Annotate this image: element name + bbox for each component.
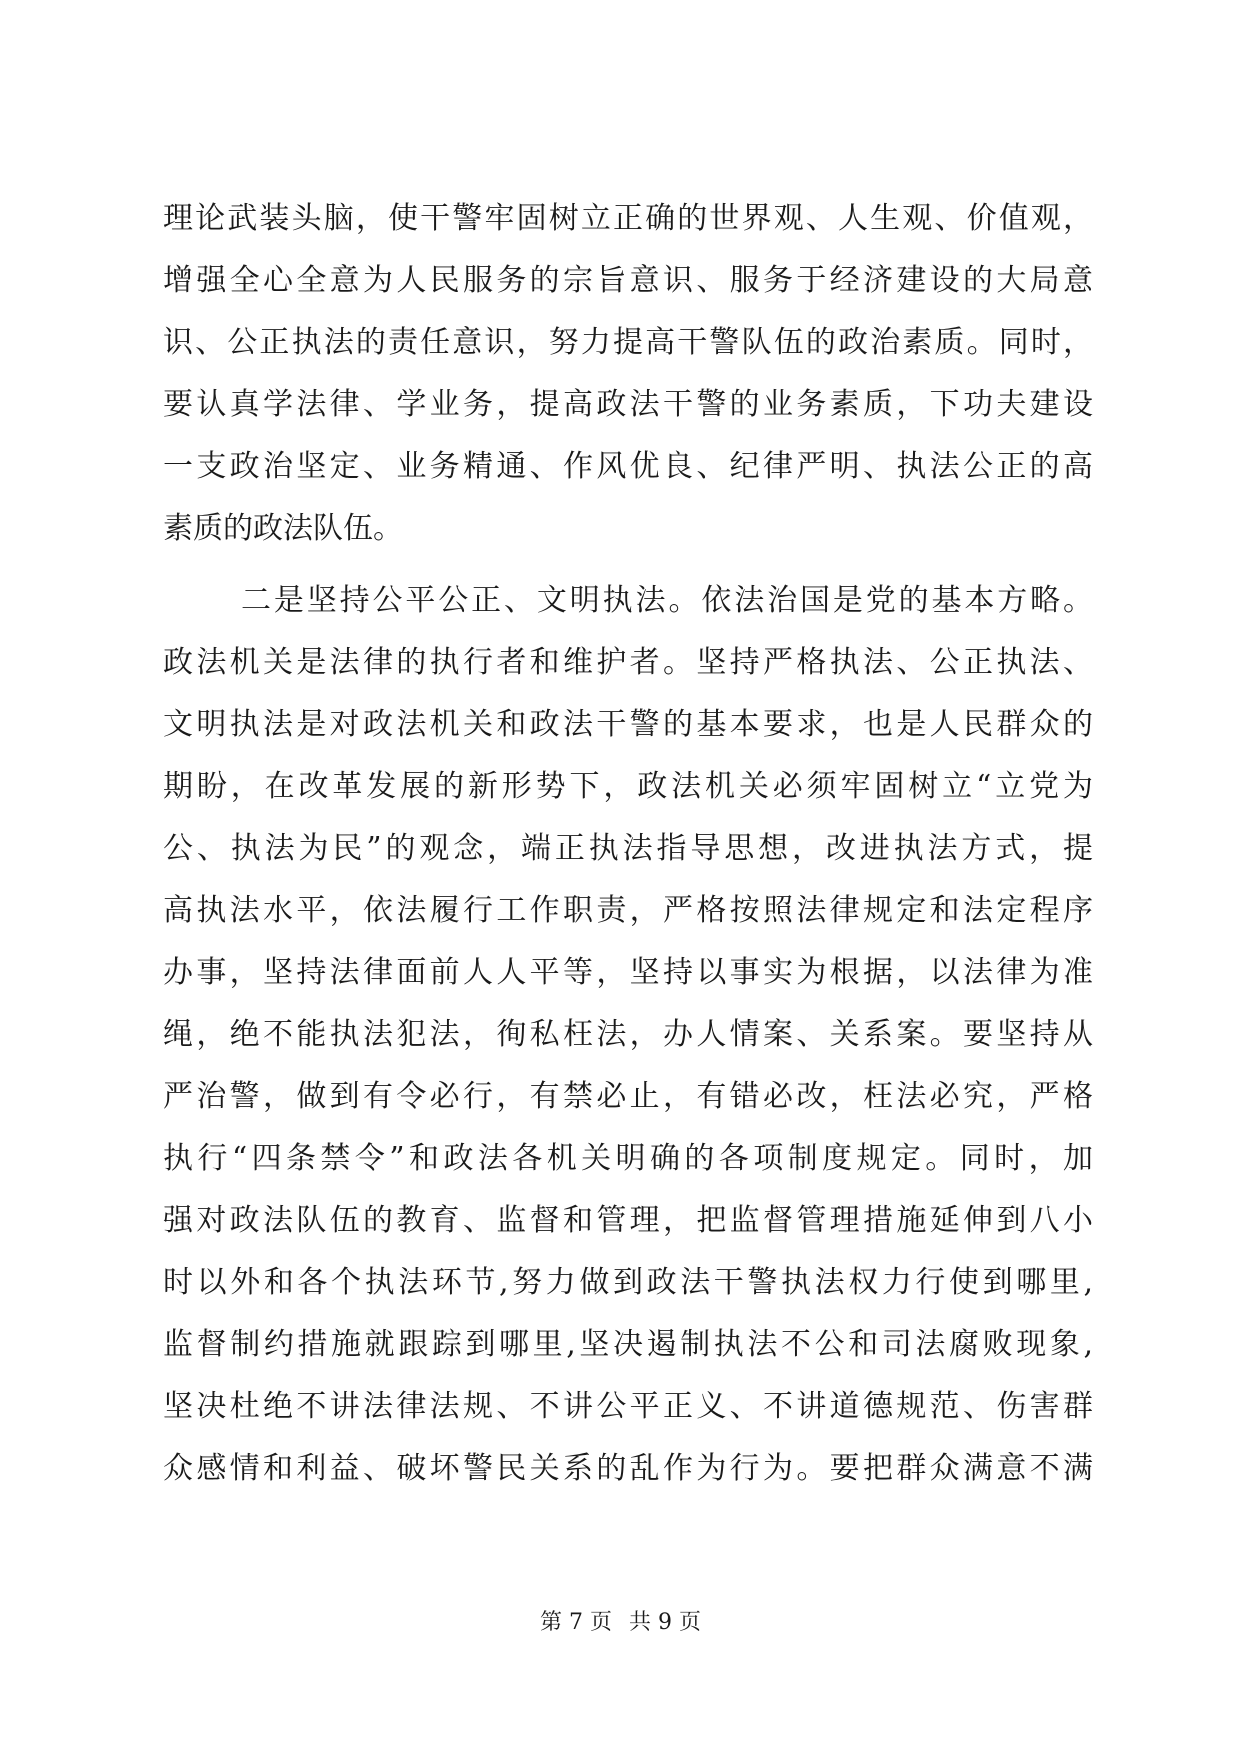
text-line: 识、公正执法的责任意识，努力提高干警队伍的政治素质。同时， — [163, 325, 1093, 360]
document-body — [163, 188, 1093, 1500]
text-line: 绳，绝不能执法犯法，徇私枉法，办人情案、关系案。要坚持从 — [163, 1017, 1093, 1052]
text-line: 坚决杜绝不讲法律法规、不讲公平正义、不讲道德规范、伤害群 — [163, 1389, 1093, 1424]
text-line: 增强全心全意为人民服务的宗旨意识、服务于经济建设的大局意 — [163, 263, 1093, 298]
text-line: 文明执法是对政法机关和政法干警的基本要求，也是人民群众的 — [163, 707, 1093, 742]
paragraph-1 — [163, 188, 1093, 560]
paragraph-2 — [163, 570, 1093, 1500]
text-line: 理论武装头脑，使干警牢固树立正确的世界观、人生观、价值观， — [163, 201, 1093, 236]
paragraph-spacer — [163, 560, 1093, 570]
text-line: 执行“四条禁令”和政法各机关明确的各项制度规定。同时，加 — [163, 1141, 1093, 1176]
text-line: 政法机关是法律的执行者和维护者。坚持严格执法、公正执法、 — [163, 645, 1093, 680]
text-line: 监督制约措施就跟踪到哪里,坚决遏制执法不公和司法腐败现象, — [163, 1327, 1093, 1362]
text-line: 高执法水平，依法履行工作职责，严格按照法律规定和法定程序 — [163, 893, 1093, 928]
text-line: 办事，坚持法律面前人人平等，坚持以事实为根据，以法律为准 — [163, 955, 1093, 990]
text-line: 期盼，在改革发展的新形势下，政法机关必须牢固树立“立党为 — [163, 769, 1093, 804]
text-line: 一支政治坚定、业务精通、作风优良、纪律严明、执法公正的高 — [163, 449, 1093, 484]
text-line: 强对政法队伍的教育、监督和管理，把监督管理措施延伸到八小 — [163, 1203, 1093, 1238]
page-number: 第 7 页 — [540, 1610, 612, 1635]
text-line: 严治警，做到有令必行，有禁必止，有错必改，枉法必究，严格 — [163, 1079, 1093, 1114]
text-line: 公、执法为民”的观念，端正执法指导思想，改进执法方式，提 — [163, 831, 1093, 866]
text-line: 要认真学法律、学业务，提高政法干警的业务素质，下功夫建设 — [163, 387, 1093, 422]
page-total: 共 9 页 — [629, 1610, 701, 1635]
text-line: 众感情和利益、破坏警民关系的乱作为行为。要把群众满意不满 — [163, 1451, 1093, 1486]
text-line: 素质的政法队伍。 — [163, 511, 403, 546]
text-line: 时以外和各个执法环节,努力做到政法干警执法权力行使到哪里, — [163, 1265, 1093, 1300]
text-line: 二是坚持公平公正、文明执法。依法治国是党的基本方略。 — [241, 583, 1093, 618]
page-footer — [0, 1608, 1241, 1638]
